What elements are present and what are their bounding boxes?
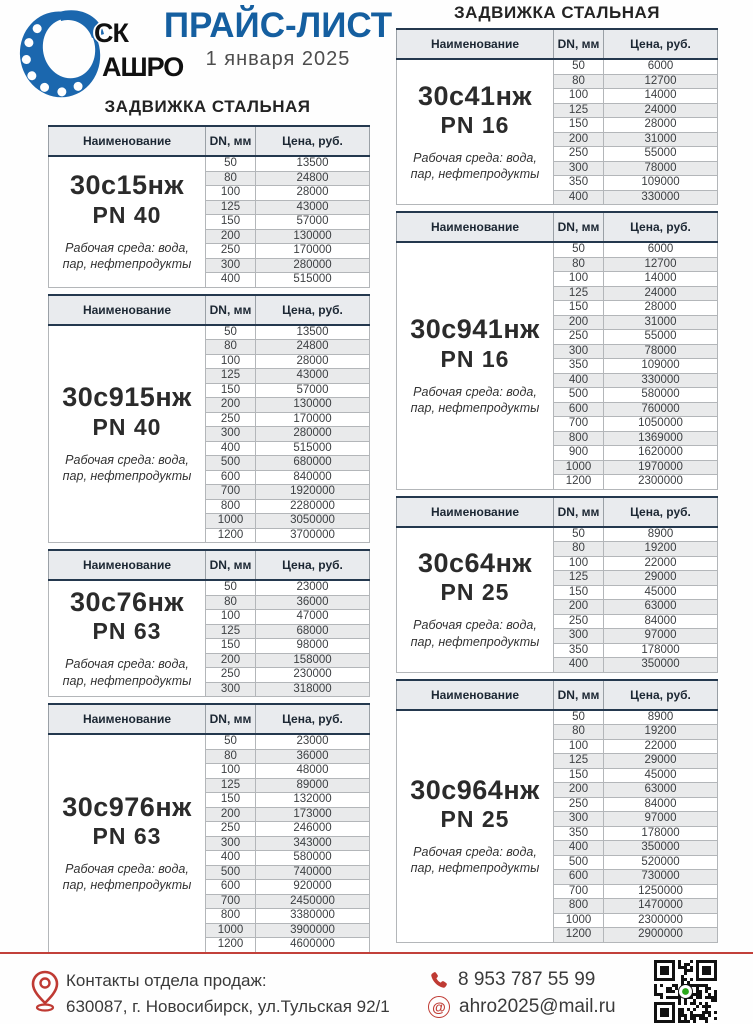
dn-cell: 500 — [554, 855, 604, 870]
working-medium: Рабочая среда: вода, пар, нефтепродукты — [62, 452, 192, 483]
price-cell: 178000 — [604, 826, 718, 841]
price-cell: 19200 — [604, 725, 718, 740]
dn-cell: 300 — [554, 812, 604, 827]
price-cell: 2280000 — [256, 499, 370, 514]
price-cell: 109000 — [604, 359, 718, 374]
dn-cell: 125 — [554, 286, 604, 301]
price-cell: 1920000 — [256, 485, 370, 500]
logo-line-1: СК — [94, 18, 128, 48]
price-cell: 48000 — [256, 764, 370, 779]
price-cell: 68000 — [256, 624, 370, 639]
product-pn: PN 25 — [440, 579, 510, 606]
product-name-cell — [49, 325, 206, 543]
dn-cell: 125 — [554, 103, 604, 118]
price-cell: 178000 — [604, 643, 718, 658]
dn-cell: 50 — [554, 527, 604, 542]
price-cell: 520000 — [604, 855, 718, 870]
dn-cell: 250 — [206, 412, 256, 427]
dn-cell: 700 — [206, 485, 256, 500]
price-cell: 920000 — [256, 880, 370, 895]
dn-cell: 800 — [554, 899, 604, 914]
price-cell: 24000 — [604, 286, 718, 301]
logo-line-2: АШРО — [102, 52, 184, 82]
location-pin-icon — [30, 970, 60, 1012]
product-name: 30с941нж — [410, 314, 540, 345]
name-column-header: Наименование — [397, 497, 554, 527]
company-logo — [14, 4, 184, 99]
price-cell: 12700 — [604, 257, 718, 272]
working-medium: Рабочая среда: вода, пар, нефтепродукты — [410, 618, 540, 649]
name-column-header: Наименование — [49, 295, 206, 325]
dn-cell: 600 — [554, 870, 604, 885]
table-row — [397, 527, 718, 542]
price-cell: 84000 — [604, 797, 718, 812]
contacts-label: Контакты отдела продаж: — [66, 971, 267, 990]
dn-cell: 250 — [206, 668, 256, 683]
price-cell: 1970000 — [604, 460, 718, 475]
dn-cell: 125 — [206, 624, 256, 639]
dn-cell: 900 — [554, 446, 604, 461]
email-row — [428, 996, 616, 1018]
price-cell: 3380000 — [256, 909, 370, 924]
price-cell: 3900000 — [256, 923, 370, 938]
price-cell: 173000 — [256, 807, 370, 822]
price-cell: 132000 — [256, 793, 370, 808]
dn-cell: 80 — [206, 171, 256, 186]
product-name: 30с964нж — [410, 774, 540, 805]
price-cell: 130000 — [256, 398, 370, 413]
price-cell: 84000 — [604, 614, 718, 629]
dn-cell: 400 — [206, 851, 256, 866]
price-cell: 36000 — [256, 749, 370, 764]
name-column-header: Наименование — [397, 29, 554, 59]
price-cell: 2300000 — [604, 913, 718, 928]
dn-cell: 300 — [206, 836, 256, 851]
price-cell: 280000 — [256, 427, 370, 442]
price-table-30с41нж — [396, 28, 718, 205]
price-cell: 19200 — [604, 542, 718, 557]
dn-cell: 250 — [554, 797, 604, 812]
dn-cell: 300 — [206, 682, 256, 697]
product-name: 30с64нж — [417, 548, 533, 579]
price-cell: 3050000 — [256, 514, 370, 529]
dn-cell: 100 — [206, 610, 256, 625]
dn-cell: 250 — [554, 614, 604, 629]
dn-cell: 600 — [554, 402, 604, 417]
price-cell: 109000 — [604, 176, 718, 191]
price-cell: 47000 — [256, 610, 370, 625]
footer — [0, 960, 753, 1024]
dn-cell: 400 — [206, 273, 256, 288]
dn-cell: 1000 — [554, 913, 604, 928]
dn-column-header: DN, мм — [206, 704, 256, 734]
dn-cell: 800 — [206, 909, 256, 924]
dn-cell: 1000 — [554, 460, 604, 475]
table-row — [397, 710, 718, 725]
price-table-30с76нж — [48, 549, 370, 697]
price-cell: 1369000 — [604, 431, 718, 446]
product-name: 30с41нж — [417, 80, 533, 111]
column-right — [396, 28, 718, 949]
price-cell: 12700 — [604, 74, 718, 89]
price-cell: 28000 — [256, 354, 370, 369]
dn-cell: 100 — [206, 186, 256, 201]
dn-cell: 400 — [554, 190, 604, 205]
price-cell: 343000 — [256, 836, 370, 851]
dn-cell: 100 — [554, 739, 604, 754]
dn-cell: 80 — [206, 749, 256, 764]
product-name-cell — [397, 527, 554, 673]
product-pn: PN 40 — [92, 413, 162, 440]
dn-cell: 125 — [206, 778, 256, 793]
price-cell: 680000 — [256, 456, 370, 471]
product-name: 30с976нж — [62, 791, 192, 822]
phone-row — [428, 969, 595, 991]
price-cell: 24800 — [256, 171, 370, 186]
price-column-header: Цена, руб. — [256, 704, 370, 734]
dn-cell: 300 — [554, 629, 604, 644]
product-pn: PN 40 — [92, 201, 162, 228]
dn-cell: 50 — [206, 325, 256, 340]
name-column-header: Наименование — [397, 680, 554, 710]
product-name: 30с15нж — [69, 170, 185, 201]
dn-cell: 800 — [554, 431, 604, 446]
dn-cell: 1200 — [554, 475, 604, 490]
dn-cell: 50 — [554, 710, 604, 725]
price-cell: 63000 — [604, 600, 718, 615]
dn-cell: 300 — [206, 258, 256, 273]
price-cell: 13500 — [256, 325, 370, 340]
price-cell: 14000 — [604, 272, 718, 287]
product-pn: PN 25 — [440, 805, 510, 832]
price-cell: 29000 — [604, 571, 718, 586]
working-medium: Рабочая среда: вода, пар, нефтепродукты — [410, 384, 540, 415]
dn-cell: 50 — [206, 580, 256, 595]
phone-number: 8 953 787 55 99 — [458, 969, 596, 990]
email-address: ahro2025@mail.ru — [459, 996, 616, 1017]
price-cell: 580000 — [256, 851, 370, 866]
price-cell: 330000 — [604, 190, 718, 205]
price-cell: 246000 — [256, 822, 370, 837]
dn-cell: 100 — [206, 764, 256, 779]
price-cell: 330000 — [604, 373, 718, 388]
price-table-30с915нж — [48, 294, 370, 544]
dn-cell: 80 — [554, 74, 604, 89]
working-medium: Рабочая среда: вода, пар, нефтепродукты — [410, 150, 540, 182]
working-medium: Рабочая среда: вода, пар, нефтепродукты — [62, 240, 192, 271]
price-cell: 31000 — [604, 315, 718, 330]
price-cell: 57000 — [256, 215, 370, 230]
table-row — [49, 734, 370, 749]
dn-cell: 200 — [206, 398, 256, 413]
price-cell: 840000 — [256, 470, 370, 485]
price-cell: 45000 — [604, 768, 718, 783]
dn-cell: 200 — [206, 653, 256, 668]
price-column-header: Цена, руб. — [604, 29, 718, 59]
price-cell: 28000 — [604, 301, 718, 316]
dn-cell: 50 — [206, 734, 256, 749]
product-pn: PN 16 — [440, 345, 510, 372]
dn-cell: 700 — [554, 884, 604, 899]
price-cell: 6000 — [604, 59, 718, 74]
price-cell: 2450000 — [256, 894, 370, 909]
price-cell: 3700000 — [256, 528, 370, 543]
price-cell: 78000 — [604, 161, 718, 176]
dn-cell: 400 — [554, 841, 604, 856]
dn-cell: 125 — [554, 571, 604, 586]
dn-cell: 150 — [206, 215, 256, 230]
phone-icon — [428, 970, 449, 991]
dn-cell: 800 — [206, 499, 256, 514]
table-row — [49, 580, 370, 595]
price-cell: 170000 — [256, 244, 370, 259]
dn-cell: 200 — [554, 315, 604, 330]
product-pn: PN 63 — [92, 618, 162, 645]
name-column-header: Наименование — [49, 126, 206, 156]
dn-cell: 50 — [554, 242, 604, 257]
price-cell: 57000 — [256, 383, 370, 398]
dn-cell: 80 — [554, 257, 604, 272]
section-heading-right: ЗАДВИЖКА СТАЛЬНАЯ — [454, 3, 660, 22]
dn-column-header: DN, мм — [206, 550, 256, 580]
dn-cell: 300 — [554, 161, 604, 176]
price-cell: 4600000 — [256, 938, 370, 953]
table-row — [397, 59, 718, 74]
dn-cell: 500 — [554, 388, 604, 403]
price-table-30с64нж — [396, 496, 718, 673]
dn-cell: 300 — [206, 427, 256, 442]
price-table-30с976нж — [48, 703, 370, 953]
price-cell: 318000 — [256, 682, 370, 697]
price-cell: 170000 — [256, 412, 370, 427]
table-row — [397, 242, 718, 257]
product-name-cell — [397, 710, 554, 943]
dn-cell: 250 — [554, 330, 604, 345]
name-column-header: Наименование — [49, 704, 206, 734]
price-cell: 55000 — [604, 330, 718, 345]
price-cell: 63000 — [604, 783, 718, 798]
table-row — [49, 325, 370, 340]
price-cell: 31000 — [604, 132, 718, 147]
price-cell: 28000 — [604, 118, 718, 133]
dn-cell: 150 — [554, 118, 604, 133]
dn-cell: 700 — [206, 894, 256, 909]
dn-cell: 100 — [554, 272, 604, 287]
dn-cell: 125 — [206, 200, 256, 215]
dn-cell: 125 — [554, 754, 604, 769]
dn-cell: 1200 — [206, 938, 256, 953]
footer-divider — [0, 952, 753, 954]
dn-cell: 350 — [554, 359, 604, 374]
product-name-cell — [49, 156, 206, 287]
dn-cell: 200 — [206, 807, 256, 822]
price-cell: 14000 — [604, 89, 718, 104]
price-table-30с964нж — [396, 679, 718, 943]
price-column-header: Цена, руб. — [604, 497, 718, 527]
dn-cell: 400 — [554, 373, 604, 388]
price-column-header: Цена, руб. — [256, 295, 370, 325]
dn-cell: 80 — [206, 340, 256, 355]
price-cell: 515000 — [256, 441, 370, 456]
dn-cell: 80 — [554, 542, 604, 557]
price-cell: 43000 — [256, 200, 370, 215]
dn-cell: 150 — [206, 793, 256, 808]
dn-cell: 600 — [206, 880, 256, 895]
product-name-cell — [49, 734, 206, 952]
dn-cell: 200 — [554, 783, 604, 798]
title-block — [158, 6, 398, 71]
price-cell: 97000 — [604, 629, 718, 644]
price-cell: 230000 — [256, 668, 370, 683]
section-heading-left: ЗАДВИЖКА СТАЛЬНАЯ — [104, 97, 311, 116]
dn-cell: 400 — [206, 441, 256, 456]
dn-cell: 200 — [206, 229, 256, 244]
price-cell: 22000 — [604, 556, 718, 571]
dn-column-header: DN, мм — [554, 29, 604, 59]
dn-cell: 500 — [206, 865, 256, 880]
price-column-header: Цена, руб. — [604, 212, 718, 242]
product-name: 30с76нж — [69, 587, 185, 618]
dn-cell: 50 — [206, 156, 256, 171]
dn-column-header: DN, мм — [554, 497, 604, 527]
qr-code — [654, 960, 717, 1023]
price-cell: 158000 — [256, 653, 370, 668]
dn-cell: 150 — [554, 768, 604, 783]
price-cell: 36000 — [256, 595, 370, 610]
dn-cell: 1000 — [206, 514, 256, 529]
price-cell: 23000 — [256, 734, 370, 749]
price-cell: 740000 — [256, 865, 370, 880]
dn-cell: 80 — [554, 725, 604, 740]
dn-cell: 100 — [554, 89, 604, 104]
price-cell: 6000 — [604, 242, 718, 257]
dn-cell: 600 — [206, 470, 256, 485]
price-cell: 730000 — [604, 870, 718, 885]
tables-left — [48, 125, 367, 953]
dn-cell: 700 — [554, 417, 604, 432]
dn-column-header: DN, мм — [554, 680, 604, 710]
email-at-icon: @ — [428, 996, 450, 1018]
dn-cell: 100 — [554, 556, 604, 571]
price-column-header: Цена, руб. — [256, 550, 370, 580]
price-cell: 78000 — [604, 344, 718, 359]
price-cell: 2900000 — [604, 928, 718, 943]
working-medium: Рабочая среда: вода, пар, нефтепродукты — [62, 862, 192, 893]
dn-cell: 200 — [554, 132, 604, 147]
page-date: 1 января 2025 — [205, 48, 351, 70]
dn-cell: 200 — [554, 600, 604, 615]
price-column-header: Цена, руб. — [256, 126, 370, 156]
price-cell: 8900 — [604, 710, 718, 725]
price-column-header: Цена, руб. — [604, 680, 718, 710]
dn-cell: 50 — [554, 59, 604, 74]
dn-cell: 400 — [554, 658, 604, 673]
product-pn: PN 16 — [440, 111, 510, 138]
dn-cell: 250 — [554, 147, 604, 162]
product-name: 30с915нж — [62, 382, 192, 413]
dn-cell: 150 — [554, 585, 604, 600]
dn-cell: 300 — [554, 344, 604, 359]
dn-column-header: DN, мм — [206, 126, 256, 156]
tables-right — [396, 28, 718, 943]
dn-cell: 150 — [554, 301, 604, 316]
dn-cell: 150 — [206, 639, 256, 654]
page-title: ПРАЙС-ЛИСТ — [163, 6, 393, 45]
working-medium: Рабочая среда: вода, пар, нефтепродукты — [410, 844, 540, 876]
price-cell: 515000 — [256, 273, 370, 288]
price-cell: 45000 — [604, 585, 718, 600]
product-name-cell — [49, 580, 206, 697]
price-cell: 280000 — [256, 258, 370, 273]
name-column-header: Наименование — [49, 550, 206, 580]
price-table-30с15нж — [48, 125, 370, 288]
dn-cell: 250 — [206, 822, 256, 837]
price-cell: 1250000 — [604, 884, 718, 899]
name-column-header: Наименование — [397, 212, 554, 242]
product-name-cell — [397, 242, 554, 489]
dn-cell: 80 — [206, 595, 256, 610]
table-row — [49, 156, 370, 171]
column-left — [48, 97, 367, 959]
price-cell: 23000 — [256, 580, 370, 595]
price-cell: 28000 — [256, 186, 370, 201]
price-cell: 29000 — [604, 754, 718, 769]
price-cell: 1620000 — [604, 446, 718, 461]
product-name-cell — [397, 59, 554, 205]
price-cell: 43000 — [256, 369, 370, 384]
price-cell: 580000 — [604, 388, 718, 403]
contacts-block — [66, 968, 390, 1021]
price-cell: 350000 — [604, 658, 718, 673]
dn-column-header: DN, мм — [206, 295, 256, 325]
price-cell: 1470000 — [604, 899, 718, 914]
dn-cell: 1200 — [554, 928, 604, 943]
price-cell: 97000 — [604, 812, 718, 827]
working-medium: Рабочая среда: вода, пар, нефтепродукты — [62, 657, 192, 688]
contacts-address: 630087, г. Новосибирск, ул.Тульская 92/1 — [66, 997, 390, 1017]
price-table-30с941нж — [396, 211, 718, 490]
dn-cell: 350 — [554, 826, 604, 841]
price-cell: 98000 — [256, 639, 370, 654]
dn-cell: 250 — [206, 244, 256, 259]
dn-cell: 500 — [206, 456, 256, 471]
price-cell: 24000 — [604, 103, 718, 118]
price-cell: 13500 — [256, 156, 370, 171]
price-cell: 8900 — [604, 527, 718, 542]
price-cell: 350000 — [604, 841, 718, 856]
price-cell: 55000 — [604, 147, 718, 162]
dn-column-header: DN, мм — [554, 212, 604, 242]
dn-cell: 150 — [206, 383, 256, 398]
dn-cell: 1000 — [206, 923, 256, 938]
price-cell: 22000 — [604, 739, 718, 754]
price-cell: 89000 — [256, 778, 370, 793]
dn-cell: 100 — [206, 354, 256, 369]
price-cell: 2300000 — [604, 475, 718, 490]
dn-cell: 125 — [206, 369, 256, 384]
price-cell: 760000 — [604, 402, 718, 417]
price-cell: 130000 — [256, 229, 370, 244]
dn-cell: 350 — [554, 643, 604, 658]
dn-cell: 350 — [554, 176, 604, 191]
price-cell: 1050000 — [604, 417, 718, 432]
product-pn: PN 63 — [92, 823, 162, 850]
dn-cell: 1200 — [206, 528, 256, 543]
price-cell: 24800 — [256, 340, 370, 355]
